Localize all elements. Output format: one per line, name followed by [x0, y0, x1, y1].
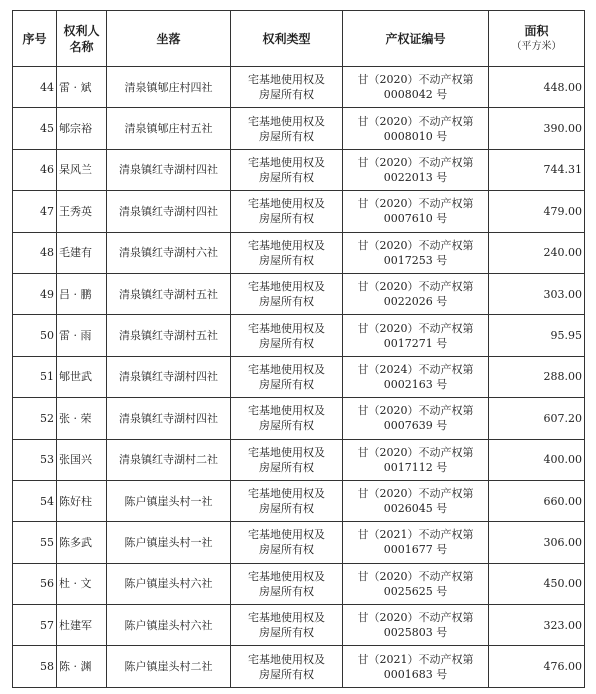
cell-seq-text: 50 — [40, 329, 54, 343]
cell-right-type — [231, 232, 343, 273]
cell-owner-text: 陈 · 渊 — [59, 660, 92, 674]
cell-cert-no-text: 甘（2020）不动产权第 — [357, 404, 474, 418]
cell-owner — [57, 67, 107, 108]
cell-area-text: 744.31 — [543, 163, 582, 177]
cell-owner-text: 毛建有 — [59, 246, 92, 260]
cell-right-type-text: 宅基地使用权及 — [248, 321, 325, 335]
property-rights-table — [12, 10, 585, 688]
header-location: 坐落 — [107, 11, 231, 67]
header-area — [489, 11, 585, 67]
cell-right-type-text: 宅基地使用权及 — [248, 362, 325, 376]
header-owner: 权利人名称 — [57, 11, 107, 67]
table-row — [13, 646, 585, 688]
cell-cert-no-text: 0001677 号 — [383, 543, 448, 557]
cell-cert-no — [343, 356, 489, 397]
cell-owner — [57, 315, 107, 356]
cell-area — [489, 191, 585, 232]
cell-cert-no — [343, 232, 489, 273]
table-row — [13, 398, 585, 439]
cell-cert-no — [343, 273, 489, 314]
cell-cert-no — [343, 605, 489, 646]
cell-seq-text: 51 — [40, 370, 54, 384]
table-row — [13, 149, 585, 190]
cell-location — [107, 356, 231, 397]
cell-area-text: 607.20 — [543, 411, 582, 425]
cell-seq-text: 58 — [40, 660, 54, 674]
cell-seq — [13, 232, 57, 273]
cell-right-type-text: 房屋所有权 — [259, 129, 314, 143]
cell-location — [107, 149, 231, 190]
cell-right-type-text: 房屋所有权 — [259, 543, 314, 557]
cell-seq-text: 46 — [40, 163, 54, 177]
cell-cert-no-text: 0002163 号 — [383, 377, 448, 391]
cell-area — [489, 563, 585, 604]
cell-owner-text: 张 · 荣 — [59, 411, 92, 425]
cell-cert-no — [343, 191, 489, 232]
cell-cert-no-text: 0026045 号 — [383, 502, 448, 516]
cell-location — [107, 232, 231, 273]
cell-cert-no-text: 甘（2021）不动产权第 — [357, 652, 474, 666]
cell-cert-no-text: 甘（2020）不动产权第 — [357, 73, 474, 87]
cell-owner — [57, 191, 107, 232]
cell-right-type — [231, 191, 343, 232]
header-row — [13, 11, 585, 67]
cell-seq-text: 47 — [40, 204, 54, 218]
cell-seq-text: 53 — [40, 453, 54, 467]
cell-owner-text: 吕 · 鹏 — [59, 287, 92, 301]
cell-cert-no-text: 甘（2024）不动产权第 — [357, 362, 474, 376]
cell-right-type — [231, 108, 343, 149]
cell-area — [489, 67, 585, 108]
cell-seq-text: 44 — [40, 80, 54, 94]
cell-cert-no — [343, 315, 489, 356]
cell-cert-no-text: 甘（2020）不动产权第 — [357, 280, 474, 294]
cell-area — [489, 315, 585, 356]
cell-right-type — [231, 356, 343, 397]
cell-right-type — [231, 398, 343, 439]
cell-seq — [13, 191, 57, 232]
cell-cert-no — [343, 480, 489, 521]
cell-right-type-text: 房屋所有权 — [259, 336, 314, 350]
cell-location-text: 清泉镇红寺湖村六社 — [119, 246, 218, 260]
cell-location-text: 陈户镇崖头村六社 — [124, 618, 213, 632]
cell-right-type-text: 宅基地使用权及 — [248, 73, 325, 87]
cell-right-type-text: 房屋所有权 — [259, 295, 314, 309]
cell-location — [107, 646, 231, 688]
cell-seq-text: 57 — [40, 618, 54, 632]
cell-location — [107, 563, 231, 604]
cell-cert-no — [343, 67, 489, 108]
cell-cert-no-text: 0008042 号 — [383, 88, 448, 102]
cell-area — [489, 232, 585, 273]
cell-area-text: 303.00 — [543, 287, 582, 301]
cell-owner — [57, 646, 107, 688]
cell-right-type-text: 宅基地使用权及 — [248, 445, 325, 459]
cell-area — [489, 108, 585, 149]
cell-cert-no-text: 甘（2020）不动产权第 — [357, 197, 474, 211]
cell-right-type-text: 宅基地使用权及 — [248, 155, 325, 169]
cell-cert-no-text: 0017112 号 — [383, 460, 448, 474]
cell-area-text: 240.00 — [543, 246, 582, 260]
cell-cert-no-text: 0001683 号 — [383, 667, 448, 681]
cell-right-type-text: 房屋所有权 — [259, 419, 314, 433]
cell-owner-text: 郇世武 — [59, 370, 92, 384]
header-right-type: 权利类型 — [231, 11, 343, 67]
cell-location — [107, 480, 231, 521]
table-row — [13, 356, 585, 397]
cell-owner — [57, 232, 107, 273]
cell-owner-text: 杜 · 文 — [59, 577, 92, 591]
cell-cert-no — [343, 646, 489, 688]
cell-area-text: 95.95 — [550, 329, 582, 343]
cell-location-text: 清泉镇红寺湖村五社 — [119, 329, 218, 343]
cell-right-type-text: 宅基地使用权及 — [248, 487, 325, 501]
cell-cert-no-text: 0022013 号 — [383, 170, 448, 184]
cell-area — [489, 273, 585, 314]
cell-right-type-text: 房屋所有权 — [259, 502, 314, 516]
cell-location — [107, 439, 231, 480]
cell-location — [107, 108, 231, 149]
cell-cert-no-text: 甘（2020）不动产权第 — [357, 487, 474, 501]
cell-seq-text: 48 — [40, 246, 54, 260]
cell-cert-no-text: 甘（2020）不动产权第 — [357, 321, 474, 335]
cell-location-text: 清泉镇红寺湖村四社 — [119, 163, 218, 177]
cell-cert-no — [343, 108, 489, 149]
cell-seq — [13, 646, 57, 688]
table-row — [13, 563, 585, 604]
cell-cert-no-text: 0017271 号 — [383, 336, 448, 350]
cell-owner — [57, 398, 107, 439]
cell-area-text: 660.00 — [543, 494, 582, 508]
cell-cert-no-text: 甘（2020）不动产权第 — [357, 445, 474, 459]
cell-owner-text: 张国兴 — [59, 453, 92, 467]
cell-right-type — [231, 439, 343, 480]
cell-area — [489, 605, 585, 646]
cell-area — [489, 522, 585, 563]
cell-right-type-text: 宅基地使用权及 — [248, 197, 325, 211]
cell-right-type — [231, 67, 343, 108]
cell-location-text: 清泉镇郇庄村四社 — [124, 80, 213, 94]
header-cert-no: 产权证编号 — [343, 11, 489, 67]
cell-seq-text: 49 — [40, 287, 54, 301]
cell-seq — [13, 315, 57, 356]
cell-right-type-text: 房屋所有权 — [259, 377, 314, 391]
cell-seq-text: 55 — [40, 535, 54, 549]
cell-cert-no-text: 甘（2020）不动产权第 — [357, 155, 474, 169]
cell-right-type — [231, 522, 343, 563]
cell-cert-no-text: 0017253 号 — [383, 253, 448, 267]
cell-cert-no-text: 甘（2020）不动产权第 — [357, 611, 474, 625]
cell-cert-no-text: 甘（2020）不动产权第 — [357, 238, 474, 252]
cell-right-type-text: 房屋所有权 — [259, 667, 314, 681]
table-header — [13, 11, 585, 67]
cell-location-text: 清泉镇郇庄村五社 — [124, 122, 213, 136]
cell-cert-no-text: 0022026 号 — [383, 295, 448, 309]
cell-location-text: 陈户镇崖头村六社 — [124, 577, 213, 591]
header-area-label: 面积 — [524, 23, 549, 38]
cell-seq-text: 56 — [40, 577, 54, 591]
cell-right-type — [231, 605, 343, 646]
cell-cert-no-text: 甘（2021）不动产权第 — [357, 528, 474, 542]
cell-cert-no-text: 甘（2020）不动产权第 — [357, 569, 474, 583]
cell-owner — [57, 522, 107, 563]
cell-seq-text: 54 — [40, 494, 54, 508]
cell-location — [107, 273, 231, 314]
cell-owner — [57, 480, 107, 521]
cell-location — [107, 191, 231, 232]
cell-location-text: 清泉镇红寺湖村五社 — [119, 287, 218, 301]
cell-owner — [57, 356, 107, 397]
cell-right-type — [231, 315, 343, 356]
cell-right-type-text: 宅基地使用权及 — [248, 404, 325, 418]
cell-cert-no — [343, 149, 489, 190]
cell-location — [107, 605, 231, 646]
cell-owner — [57, 149, 107, 190]
cell-area-text: 306.00 — [543, 535, 582, 549]
cell-owner — [57, 605, 107, 646]
cell-right-type-text: 宅基地使用权及 — [248, 652, 325, 666]
cell-area-text: 479.00 — [543, 204, 582, 218]
cell-owner — [57, 563, 107, 604]
cell-right-type-text: 宅基地使用权及 — [248, 611, 325, 625]
cell-location — [107, 67, 231, 108]
cell-right-type — [231, 273, 343, 314]
cell-right-type-text: 房屋所有权 — [259, 88, 314, 102]
cell-right-type — [231, 563, 343, 604]
cell-location-text: 清泉镇红寺湖村四社 — [119, 204, 218, 218]
cell-seq — [13, 67, 57, 108]
table-row — [13, 273, 585, 314]
header-area-unit: （平方米） — [511, 40, 562, 52]
cell-owner — [57, 108, 107, 149]
cell-area-text: 400.00 — [543, 453, 582, 467]
cell-location-text: 清泉镇红寺湖村二社 — [119, 453, 218, 467]
cell-area-text: 323.00 — [543, 618, 582, 632]
cell-cert-no — [343, 398, 489, 439]
cell-right-type-text: 宅基地使用权及 — [248, 569, 325, 583]
cell-cert-no-text: 0008010 号 — [383, 129, 448, 143]
cell-right-type-text: 房屋所有权 — [259, 626, 314, 640]
cell-owner — [57, 439, 107, 480]
cell-owner-text: 雷 · 雨 — [59, 329, 92, 343]
cell-owner-text: 杲风兰 — [59, 163, 92, 177]
header-seq: 序号 — [13, 11, 57, 67]
cell-right-type-text: 宅基地使用权及 — [248, 280, 325, 294]
cell-right-type-text: 房屋所有权 — [259, 212, 314, 226]
cell-cert-no-text: 甘（2020）不动产权第 — [357, 114, 474, 128]
cell-location — [107, 315, 231, 356]
cell-cert-no-text: 0007639 号 — [383, 419, 448, 433]
cell-cert-no — [343, 522, 489, 563]
cell-seq — [13, 398, 57, 439]
cell-owner-text: 陈好柱 — [59, 494, 92, 508]
cell-cert-no-text: 0025625 号 — [383, 584, 448, 598]
cell-right-type — [231, 480, 343, 521]
cell-owner-text: 雷 · 斌 — [59, 80, 92, 94]
cell-seq — [13, 273, 57, 314]
cell-location — [107, 522, 231, 563]
table-row — [13, 108, 585, 149]
cell-area-text: 450.00 — [543, 577, 582, 591]
table-row — [13, 480, 585, 521]
cell-seq — [13, 356, 57, 397]
cell-area — [489, 646, 585, 688]
cell-seq — [13, 605, 57, 646]
cell-location — [107, 398, 231, 439]
cell-location-text: 清泉镇红寺湖村四社 — [119, 411, 218, 425]
cell-seq — [13, 439, 57, 480]
table-row — [13, 439, 585, 480]
table-body — [13, 67, 585, 688]
cell-right-type — [231, 646, 343, 688]
cell-location-text: 陈户镇崖头村一社 — [124, 494, 213, 508]
cell-seq — [13, 108, 57, 149]
cell-area-text: 288.00 — [543, 370, 582, 384]
cell-owner — [57, 273, 107, 314]
cell-area-text: 390.00 — [543, 122, 582, 136]
cell-right-type-text: 房屋所有权 — [259, 584, 314, 598]
cell-location-text: 陈户镇崖头村一社 — [124, 535, 213, 549]
cell-seq — [13, 480, 57, 521]
cell-owner-text: 郇宗裕 — [59, 122, 92, 136]
cell-location-text: 陈户镇崖头村二社 — [124, 660, 213, 674]
cell-cert-no-text: 0025803 号 — [383, 626, 448, 640]
cell-seq-text: 45 — [40, 122, 54, 136]
table-row — [13, 191, 585, 232]
cell-owner-text: 杜建军 — [59, 618, 92, 632]
cell-cert-no — [343, 563, 489, 604]
cell-area — [489, 356, 585, 397]
table-row — [13, 232, 585, 273]
table-row — [13, 67, 585, 108]
cell-area-text: 476.00 — [543, 660, 582, 674]
cell-seq — [13, 522, 57, 563]
cell-area — [489, 480, 585, 521]
cell-right-type-text: 宅基地使用权及 — [248, 238, 325, 252]
cell-owner-text: 王秀英 — [59, 204, 92, 218]
cell-right-type-text: 房屋所有权 — [259, 460, 314, 474]
cell-seq — [13, 149, 57, 190]
cell-seq-text: 52 — [40, 411, 54, 425]
cell-right-type-text: 宅基地使用权及 — [248, 528, 325, 542]
cell-right-type-text: 房屋所有权 — [259, 253, 314, 267]
cell-area — [489, 149, 585, 190]
table-row — [13, 522, 585, 563]
cell-seq — [13, 563, 57, 604]
cell-area-text: 448.00 — [543, 80, 582, 94]
cell-right-type-text: 房屋所有权 — [259, 170, 314, 184]
cell-cert-no-text: 0007610 号 — [383, 212, 448, 226]
cell-location-text: 清泉镇红寺湖村四社 — [119, 370, 218, 384]
table-row — [13, 315, 585, 356]
cell-right-type — [231, 149, 343, 190]
cell-cert-no — [343, 439, 489, 480]
table-row — [13, 605, 585, 646]
cell-right-type-text: 宅基地使用权及 — [248, 114, 325, 128]
cell-area — [489, 439, 585, 480]
cell-area — [489, 398, 585, 439]
cell-owner-text: 陈多武 — [59, 535, 92, 549]
